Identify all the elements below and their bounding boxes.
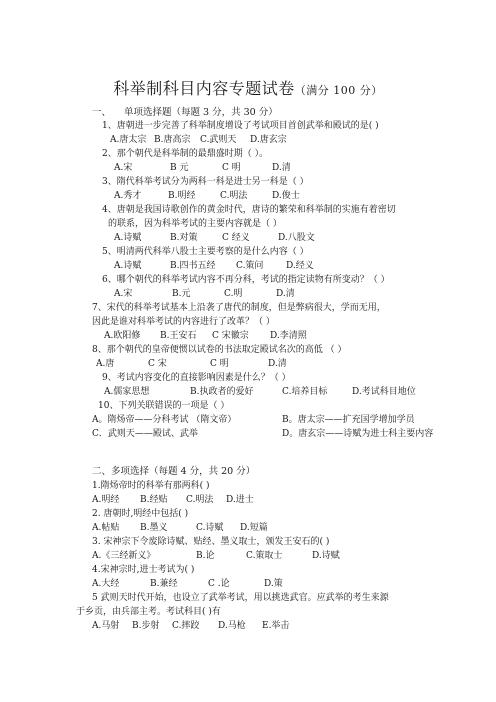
s1-q6-option-c: C.明 <box>224 289 243 299</box>
s1-q5-option-a: A.诗赋 <box>114 261 142 271</box>
section1-heading <box>92 107 278 119</box>
s1-q4-option-b: B.对策 <box>170 233 198 243</box>
s2-q1-stem: 1.隋炀帝时的科举有那两科( ) <box>92 481 210 491</box>
s2-q1-option-b: B.经贴 <box>140 495 168 505</box>
s1-q9-option-b: B.执政者的爱好 <box>190 387 254 397</box>
s1-q7-option-c: C 宋徽宗 <box>212 331 249 341</box>
s1-q8-stem: 8、那个朝代的皇帝便惯以试卷的书法取定殿试名次的高低 （ ） <box>92 345 347 355</box>
s2-q5-stem-line1: 5 武则天时代开始，也设立了武举考试，用以挑选武官。应武举的考生来源 <box>92 593 389 603</box>
s1-q1-option-d: D.唐玄宗 <box>250 135 287 145</box>
s2-q5-option-d: D.马枪 <box>218 621 246 631</box>
s1-q4-stem-line1: 4、唐朝是我国诗歌创作的黄金时代，唐诗的繁荣和科举制的实施有着密切 <box>102 205 396 215</box>
s1-q7-stem-line1: 7、宋代的科举考试基本上沿袭了唐代的制度，但是弊病很大，学而无用， <box>92 303 386 313</box>
s1-q1-option-a: A.唐太宗 <box>110 135 147 145</box>
s2-q4-stem: 4.宋神宗时,进士考试为( ) <box>92 565 195 575</box>
title-main: 科举制科目内容专题试卷 <box>113 79 295 98</box>
s1-q5-option-d: D.经义 <box>286 261 314 271</box>
s2-q4-option-b: B.兼经 <box>150 579 178 589</box>
s1-q10-option-c: C．武则天——殿试、武举 <box>92 429 198 439</box>
s1-q3-option-b: B.明经 <box>168 191 196 201</box>
title-score-note: （满分 100 分） <box>294 84 383 97</box>
s1-q2-option-a: A.宋 <box>114 163 133 173</box>
s2-q1-option-a: A.明经 <box>92 495 120 505</box>
s2-q5-stem-line2: 于乡贡，由兵部主考。考试科目( )有 <box>76 607 221 617</box>
s2-q4-option-c: C .论 <box>208 579 230 589</box>
s2-q3-option-d: D.诗赋 <box>312 551 340 561</box>
s1-q7-option-a: A.欧阳修 <box>104 331 141 341</box>
s2-q3-option-c: C.策取士 <box>246 551 283 561</box>
s2-q2-option-d: D.短篇 <box>240 523 268 533</box>
s1-q2-stem: 2、那个朝代是科举制的最鼎盛时期（ ）。 <box>102 149 269 159</box>
s1-q3-option-c: C.明法 <box>220 191 248 201</box>
s1-q7-option-d: D.李清照 <box>270 331 307 341</box>
s1-q7-option-b: B.王安石 <box>160 331 197 341</box>
s1-q10-option-d: D。唐玄宗——诗赋为进士科主要内容 <box>282 429 434 439</box>
s1-q6-option-a: A.宋 <box>114 289 133 299</box>
s2-q3-option-b: B.论 <box>196 551 215 561</box>
s2-q4-option-d: D.策 <box>264 579 283 589</box>
s1-q4-option-a: A.诗赋 <box>114 233 142 243</box>
s2-q1-option-c: C.明法 <box>186 495 214 505</box>
page-title <box>0 76 496 99</box>
s2-q4-option-a: A.大经 <box>92 579 120 589</box>
s1-q9-stem: 9、考试内容变化的直接影响因素是什么？（ ） <box>102 373 291 383</box>
s1-q6-option-d: D.清 <box>276 289 295 299</box>
section1-heading-text: 单项选择题（每题 3 分，共 30 分） <box>124 107 278 118</box>
s1-q4-stem-line2: 的联系，因为科举考试的主要内容就是（ ） <box>108 219 282 229</box>
s1-q5-option-c: C.策问 <box>236 261 264 271</box>
s2-q2-option-c: C.诗赋 <box>196 523 224 533</box>
s2-q3-stem: 3. 宋神宗下令废除诗赋、贴经、墨义取士，颁发王安石的( ) <box>92 537 330 547</box>
s1-q9-option-c: C.培养目标 <box>282 387 328 397</box>
s1-q3-option-a: A.秀才 <box>114 191 142 201</box>
section1-heading-number: 一、 <box>92 107 112 118</box>
s1-q6-stem: 6、哪个朝代的科举考试内容不再分科，考试的指定读物有所变动？（ ） <box>102 275 390 285</box>
s1-q4-option-c: C 经义 <box>222 233 250 243</box>
section2-heading: 二、多项选择（每题 4 分，共 20 分） <box>92 466 256 477</box>
s1-q6-option-b: B.元 <box>172 289 191 299</box>
s1-q8-option-b: C 宋 <box>148 359 167 369</box>
s2-q5-option-a: A.马射 <box>92 621 120 631</box>
s2-q2-stem: 2. 唐朝时,明经中包括( ) <box>92 509 189 519</box>
s1-q4-option-d: D.八股文 <box>278 233 315 243</box>
s1-q5-option-b: B.四书五经 <box>170 261 216 271</box>
s1-q10-option-a: A。隋炀帝——分科考试 （隋文帝） <box>92 415 237 425</box>
s2-q5-option-b: B.步射 <box>132 621 160 631</box>
s1-q10-option-b: B。唐太宗——扩充国学增加学员 <box>282 415 415 425</box>
s1-q7-stem-line2: 因此是谁对科举考试的内容进行了改革？（ ） <box>92 317 275 327</box>
s1-q8-option-a: A.唐 <box>96 359 115 369</box>
s1-q3-stem: 3、隋代科举考试分为两科一科是进士另一科是（ ） <box>102 177 309 187</box>
s2-q2-option-b: B.墨义 <box>140 523 168 533</box>
s1-q9-option-d: D.考试科目地位 <box>352 387 416 397</box>
s1-q5-stem: 5、明清两代科举八股士主要考察的是什么内容（ ） <box>102 247 309 257</box>
s1-q2-option-c: C 明 <box>222 163 241 173</box>
s1-q10-stem: 10、下列关联错误的一项是（ ） <box>98 401 230 411</box>
s1-q2-option-d: D.清 <box>272 163 291 173</box>
s2-q2-option-a: A.帖贴 <box>92 523 120 533</box>
s1-q3-option-d: D.俊士 <box>272 191 300 201</box>
s1-q1-option-c: C.武则天 <box>200 135 237 145</box>
s2-q5-option-c: C.摔跤 <box>172 621 200 631</box>
s1-q1-option-b: B.唐高宗 <box>154 135 191 145</box>
s1-q2-option-b: B 元 <box>170 163 189 173</box>
s1-q1-stem: 1、唐朝进一步完善了科举制度增设了考试项目首创武举和殿试的是( ) <box>102 121 379 131</box>
s2-q3-option-a: A.《三经新义》 <box>92 551 156 561</box>
s2-q1-option-d: D.进士 <box>226 495 254 505</box>
s1-q8-option-d: D.清 <box>268 359 287 369</box>
s1-q8-option-c: C 明 <box>210 359 229 369</box>
s2-q5-option-e: E.举击 <box>262 621 290 631</box>
s1-q9-option-a: A.儒家思想 <box>104 387 150 397</box>
